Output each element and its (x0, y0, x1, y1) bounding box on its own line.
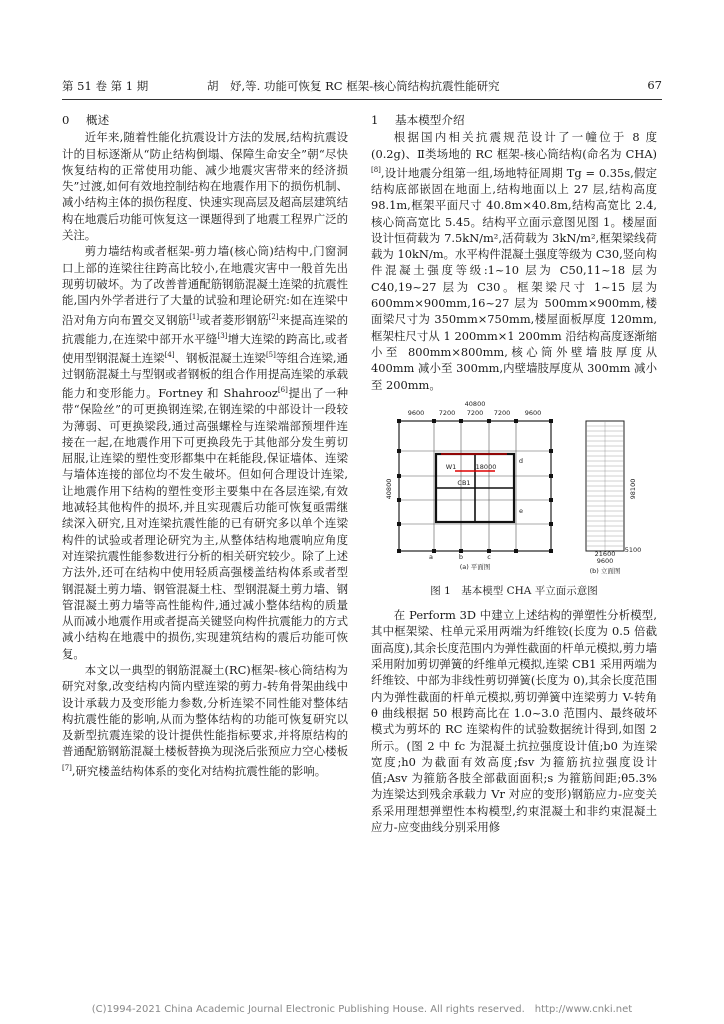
dimension-label: 7200 (466, 408, 484, 417)
dimension-total-vertical: 40800 (385, 478, 393, 500)
citation[interactable]: [6] (277, 386, 288, 395)
paragraph: 根据国内相关抗震规范设计了一幢位于 8 度(0.2g)、Ⅱ类场地的 RC 框架-核心筒结构(命名为 CHA)[8],设计地震分组第一组,场地特征周期 Tg = 0.35s,假定结构底部嵌固在地面上,结构地面以上 27 层,结构高度 98.1m,框架平面尺寸 40.8m×40.8m,结构高宽比 2.4,核心筒高宽比 5.45。结构平立面示意图见图 1。楼屋面设计恒荷载为 7.5kN/m²,活荷载为 3kN/m²,框架梁线荷载为 10kN/m。水平构件混凝土强度等级为 C30,竖向构件混凝土强度等级:1~10 层为 C50,11~18 层为 C40,19~27 层为 C30。框架梁尺寸 1~15 层为 600mm×900mm,16~27 层为 500mm×900mm,楼面梁尺寸为 350mm×750mm,楼屋面板厚度 120mm,框架柱尺寸从 1 200mm×1 200mm 沿结构高度逐渐缩小至 800mm×800mm,核心筒外壁墙肢厚度从 400mm 减小至 300mm,内壁墙肢厚度从 300mm 减小至 200mm。 (371, 130, 657, 392)
elevation-width: 9600 (596, 556, 614, 565)
citation[interactable]: [2] (268, 312, 279, 321)
axis-label: d (518, 456, 524, 465)
citation[interactable]: [7] (62, 763, 72, 772)
elevation-ground: 5100 (624, 545, 642, 554)
paragraph: 在 Perform 3D 中建立上述结构的弹塑性分析模型,其中框架梁、柱单元采用两端为纤维铰(长度为 0.5 倍截面高度),其余长度范围内为弹性截面的杆单元模拟,剪力墙采用附加剪切弹簧的纤维单元模拟,连梁 CB1 采用两端为纤维铰、中部为非线性剪切弹簧(长度为 0),其余长度范围内为弹性截面的杆单元模拟,剪切弹簧中连梁剪力 V-转角 θ 曲线根据 50 根跨高比在 1.0~3.0 范围内、最终破坏模式为剪坏的 RC 连梁构件的试验数据统计得到,如图 2 所示。(图 2 中 fc 为混凝土抗拉强度设计值;b0 为连梁宽度;h0 为截面有效高度;fsv 为箍筋抗拉强度设计值;Asv 为箍筋各肢全部截面面积;s 为箍筋间距;θ5.3% 为连梁达到残余承载力 Vr 对应的变形)钢筋应力-应变关系采用理想弹塑性本构模型,约束混凝土和非约束混凝土应力-应变曲线分别采用修 (371, 608, 657, 834)
paragraph: 近年来,随着性能化抗震设计方法的发展,结构抗震设计的目标逐渐从“防止结构倒塌、保障生命安全”朝“尽快恢复结构的正常使用功能、减少地震灾害带来的经济损失”过渡,如何有效地控制结构在地震作用下的损伤机制、减小结构主体的损伤程度、快速实现高层及超高层建筑结构在地震后功能可恢复这一课题得到了地震工程界广泛的关注。 (62, 130, 348, 243)
dimension-label: 7200 (438, 408, 456, 417)
page-number: 67 (647, 78, 662, 92)
figure-1 (371, 399, 657, 579)
axis-label: a (429, 552, 433, 561)
elevation-width-total: 21600 (594, 549, 616, 558)
section-0-heading (62, 112, 348, 128)
axis-label: b (458, 552, 464, 561)
subcaption-a: (a) 平面图 (459, 562, 491, 571)
citation[interactable]: [8] (371, 165, 381, 174)
section-1-heading (371, 112, 657, 128)
citation[interactable]: [3] (217, 331, 228, 340)
header-rule (62, 99, 662, 100)
right-column (371, 112, 657, 835)
copyright-footer: (C)1994-2021 China Academic Journal Electronic Publishing House. All rights reserved. http://www.cnki.net (91, 1004, 633, 1015)
dimension-label: 9600 (524, 408, 542, 417)
figure-caption: 图 1 基本模型 CHA 平立面示意图 (430, 584, 598, 597)
section-number: 0 (62, 113, 70, 127)
left-column (62, 112, 348, 779)
citation[interactable]: [4] (164, 350, 175, 359)
running-header (62, 78, 662, 94)
journal-volume: 第 51 卷 第 1 期 (62, 79, 149, 93)
subcaption-b: (b) 立面图 (589, 566, 621, 575)
citation[interactable]: [1] (189, 312, 200, 321)
section-number: 1 (371, 113, 379, 127)
dimension-label: 7200 (493, 408, 511, 417)
elevation-height: 98100 (629, 478, 637, 500)
label-w1: W1 (445, 462, 457, 471)
section-title: 概述 (86, 113, 110, 127)
dimension-total: 40800 (464, 399, 486, 408)
dimension-label: 9600 (407, 408, 425, 417)
structure-diagram (371, 399, 657, 579)
paragraph: 剪力墙结构或者框架-剪力墙(核心筒)结构中,门窗洞口上部的连梁往往跨高比较小,在地震灾害中一般首先出现剪切破坏。为了改善普通配筋钢筋混凝土连梁的抗震性能,国内外学者进行了大量的试验和理论研究:如在连梁中沿对角方向布置交叉钢筋[1]或者菱形钢筋[2]来提高连梁的抗震能力,在连梁中部开水平缝[3]增大连梁的跨高比,或者使用型钢混凝土连梁[4]、钢板混凝土连梁[5]等组合连梁,通过钢筋混凝土与型钢或者钢板的组合作用提高连梁的承载能力和变形能力。Fortney 和 Shahrooz[6]提出了一种带“保险丝”的可更换钢连梁,在钢连梁的中部设计一段较为薄弱、可更换梁段,通过高强螺栓与连梁端部预埋件连接在一起,在地震作用下可更换段先于其他部分发生剪切屈服,让连梁的塑性变形都集中在耗能段,保证墙体、连梁与墙体连接的部位均不发生破坏。但如何合理设计连梁,让地震作用下结构的塑性变形主要集中在各层连梁,有效地减轻其他构件的损坏,并且实现震后功能可恢复亟需继续深入研究,且对连梁抗震性能的已有研究多以单个连梁构件的试验或者理论研究为主,从整体结构地震响应角度对连梁抗震性能参数进行分析的相关研究较少。除了上述方法外,还可在结构中使用轻质高强楼盖结构体系或者型钢混凝土剪力墙、钢管混凝土柱、型钢混凝土剪力墙、钢管混凝土剪力墙等高性能构件,通过减小整体结构的质量从而减小地震作用或者提高关键竖向构件抗震能力的方式减小结构在地震中的损伤,实现建筑结构的震后功能可恢复。 (62, 244, 349, 661)
elevation-floors (586, 421, 624, 551)
paragraph: 本文以一典型的钢筋混凝土(RC)框架-核心筒结构为研究对象,改变结构内筒内壁连梁的剪力-转角骨架曲线中设计承载力及变形能力参数,分析连梁不同性能对整体结构抗震性能的影响,从而为整体结构的功能可恢复研究以及新型抗震连梁的设计提供性能指标要求,并将原结构的普通配筋钢筋混凝土楼板替换为现浇后张预应力空心楼板[7],研究楼盖结构体系的变化对结构抗震性能的影响。 (62, 662, 348, 778)
label-cb1: CB1 (457, 478, 471, 487)
axis-label: e (519, 506, 523, 515)
axis-label: c (487, 552, 491, 561)
article-running-title: 胡 妤,等. 功能可恢复 RC 框架-核心筒结构抗震性能研究 (207, 79, 500, 93)
label-18000: 18000 (475, 462, 497, 471)
section-title: 基本模型介绍 (395, 113, 465, 127)
citation[interactable]: [5] (265, 350, 276, 359)
